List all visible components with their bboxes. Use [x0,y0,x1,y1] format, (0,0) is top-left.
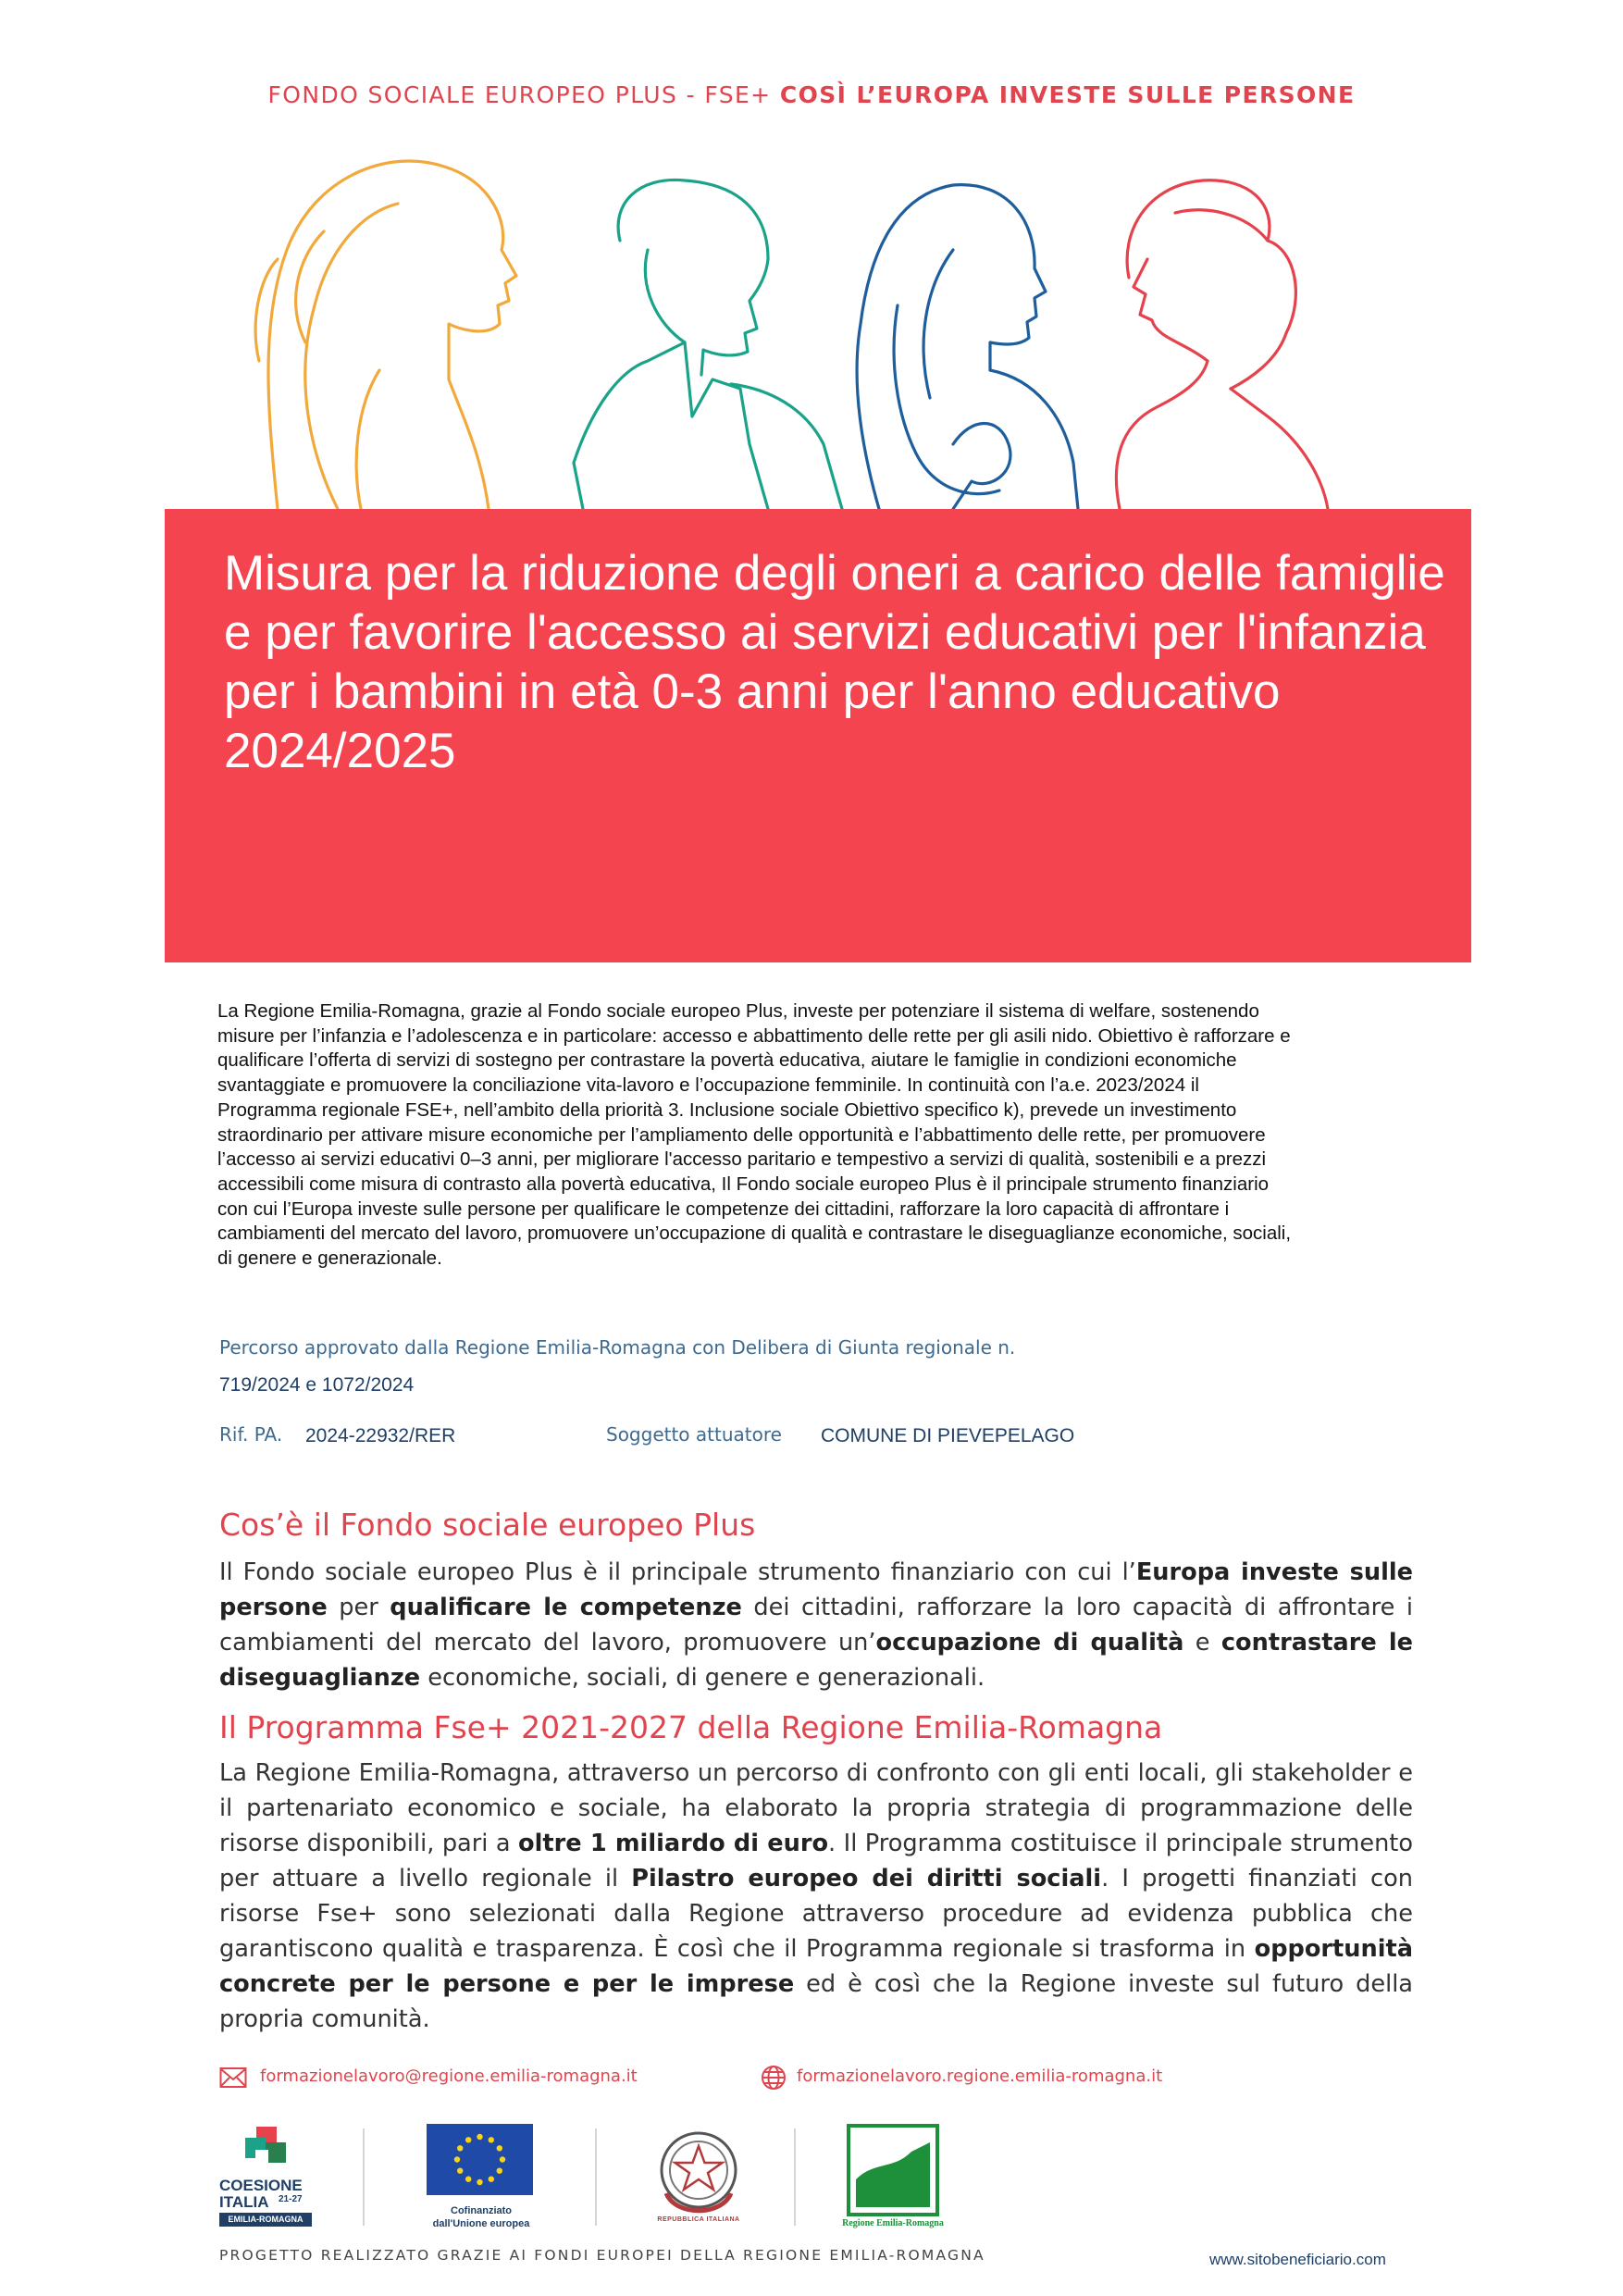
coesione-band: EMILIA-ROMAGNA [219,2213,312,2227]
beneficiary-site-link[interactable]: www.sitobeneficiario.com [1209,2251,1386,2268]
text: Il Fondo sociale europeo Plus è il principale strumento finanziario con cui l’ [219,1558,1136,1586]
green-man-outline [574,180,842,509]
section-fse-body [219,1555,1413,1695]
blue-woman-outline [857,185,1078,509]
section-fse-title: Cos’è il Fondo sociale europeo Plus [219,1507,756,1543]
footer-note: PROGETTO REALIZZATO GRAZIE AI FONDI EUROPEI DELLA REGIONE EMILIA-ROMAGNA [219,2247,985,2264]
bold-text: qualificare le competenze [390,1594,742,1621]
coesione-mark-icon [238,2124,293,2175]
email-link[interactable]: formazionelavoro@regione.emilia-romagna.it [260,2066,638,2086]
red-man-outline [1116,180,1328,509]
ref-pa-label: Rif. PA. [219,1423,283,1446]
bold-text: contrastare le diseguaglianze [219,1629,1413,1692]
regione-caption: Regione Emilia-Romagna [842,2218,944,2228]
approval-label: Percorso approvato dalla Regione Emilia-Romagna con Delibera di Giunta regionale n. [219,1336,1016,1359]
text: ed è così che la Regione investe sul futuro della propria comunità. [219,1970,1413,2033]
section-programma-body [219,1756,1413,2037]
globe-icon [761,2065,787,2091]
contacts-row [0,2059,1623,2105]
text: La Regione Emilia-Romagna, attraverso un percorso di confronto con gli enti locali, gli stakeholder e il partenariato economico e sociale, ha elaborato la propria strategia di programmazione delle risorse disponibili, pari a [219,1759,1413,1857]
coesione-text-1: COESIONE [219,2177,303,2194]
logo-divider [794,2128,796,2226]
bold-text: Europa investe sulle persone [219,1558,1413,1621]
soggetto-attuatore-label: Soggetto attuatore [606,1423,782,1446]
bold-text: occupazione di qualità [875,1629,1184,1657]
page-title: Misura per la riduzione degli oneri a carico delle famiglie e per favorire l'accesso ai servizi educativi per l'infanzia per i bambini in età 0-3 anni per l'anno educativo 2024/2025 [224,546,1445,778]
people-illustration [250,139,1342,509]
mail-icon [219,2066,247,2089]
coesione-italia-logo [219,2124,321,2235]
regione-emilia-romagna-logo [842,2124,944,2235]
text: per [327,1594,390,1621]
logos-row [0,2124,1623,2235]
eu-caption-2: dall'Unione europea [432,2218,530,2229]
repubblica-caption: REPUBBLICA ITALIANA [657,2216,740,2223]
logo-divider [595,2128,597,2226]
website-link[interactable]: formazionelavoro.regione.emilia-romagna.it [797,2066,1163,2086]
coesione-years: 21-27 [279,2194,303,2204]
eu-flag-icon [427,2124,533,2195]
header-part1: FONDO SOCIALE EUROPEO PLUS - FSE+ [267,81,780,108]
text: dei cittadini, rafforzare la loro capacità di affrontare i cambiamenti del mercato del lavoro, promuovere un’ [219,1594,1413,1657]
repubblica-italiana-emblem [648,2124,750,2230]
ref-pa-value: 2024-22932/RER [305,1425,456,1446]
logo-divider [363,2128,365,2226]
regione-mark-icon [847,2124,939,2216]
text: economiche, sociali, di genere e generazionali. [420,1664,985,1692]
soggetto-attuatore-value: COMUNE DI PIEVEPELAGO [821,1425,1075,1446]
text: e [1183,1629,1221,1657]
bold-text: oltre 1 miliardo di euro [518,1830,829,1857]
approval-value: 719/2024 e 1072/2024 [219,1374,415,1396]
header-part2: COSÌ L’EUROPA INVESTE SULLE PERSONE [779,81,1356,108]
emblem-star-icon [648,2124,750,2230]
coesione-text-2: ITALIA [219,2193,269,2211]
text: . I progetti finanziati con risorse Fse+ sono selezionati dalla Regione attraverso procedure ad evidenza pubblica che garantiscono qualità e trasparenza. È così che il Programma regionale si trasforma in [219,1865,1414,1963]
section-programma-title: Il Programma Fse+ 2021-2027 della Regione Emilia-Romagna [219,1709,1163,1745]
project-description: La Regione Emilia-Romagna, grazie al Fondo sociale europeo Plus, investe per potenziare il sistema di welfare, sostenendo misure per l’infanzia e l’adolescenza e in particolare: accesso e abbattimento delle rette per gli asili nido. Obiettivo è rafforzare e qualificare l’offerta di servizi di sostegno per contrastare la povertà educativa, aiutare le famiglie in condizioni economiche svantaggiate e promuovere la conciliazione vita-lavoro e l’occupazione femminile. In continuità con l’a.e. 2023/2024 il Programma regionale FSE+, nell’ambito della priorità 3. Inclusione sociale Obiettivo specifico k), prevede un investimento straordinario per attivare misure economiche per l’ampliamento delle opportunità e l’abbattimento delle rette, per promuovere l’accesso ai servizi educativi 0–3 anni, per migliorare l'accesso paritario e tempestivo a servizi di qualità, sostenibili e a prezzi accessibili come misura di contrasto alla povertà educativa, Il Fondo sociale europeo Plus è il principale strumento finanziario con cui l’Europa investe sulle persone per qualificare le competenze dei cittadini, rafforzare la loro capacità di affrontare i cambiamenti del mercato del lavoro, promuovere un’occupazione di qualità e contrastare le diseguaglianze economiche, sociali, di genere e generazionale. [217,1000,1292,1270]
eu-caption-1: Cofinanziato [451,2205,512,2216]
bold-text: Pilastro europeo dei diritti sociali [631,1865,1102,1893]
eu-logo [421,2124,541,2235]
orange-woman-outline [255,161,516,509]
text: . Il Programma costituisce il principale strumento per attuare a livello regionale il [219,1830,1413,1893]
title-banner [165,509,1471,962]
bold-text: opportunità concrete per le persone e per le imprese [219,1935,1413,1998]
header-tagline [0,81,1623,108]
